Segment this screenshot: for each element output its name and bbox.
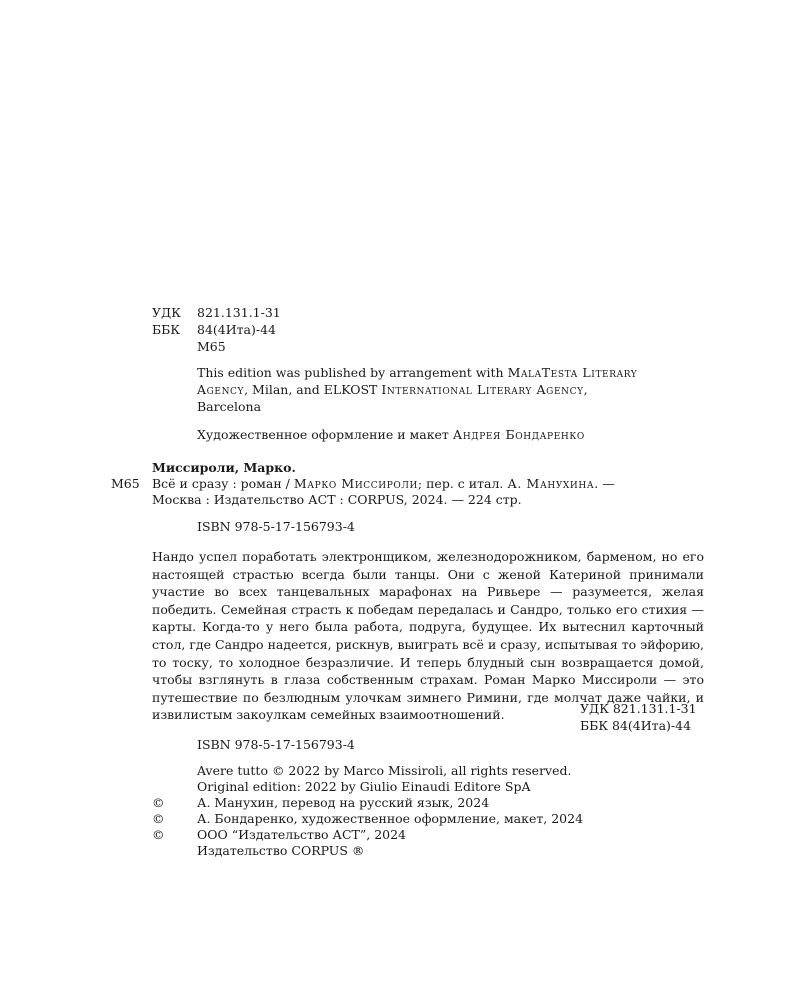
designer-name: Андрея Бондаренко [452,427,585,442]
arrangement-end: , [583,382,588,397]
udk-right: УДК 821.131.1-31 [580,701,697,716]
design-credit [197,427,585,443]
copyright-symbol: © [152,827,165,842]
bib-author: Миссироли, Марко. [152,460,296,475]
agency-name-2: International Literary Agency [381,382,584,397]
arrangement-prefix: This edition was published by arrangement with [197,365,508,380]
udk-value: 821.131.1-31 [197,305,281,320]
copyright-entry: А. Бондаренко, художественное оформление, макет, 2024 [197,811,584,826]
bib-mark: М65 [111,476,140,491]
bbk-value: 84(4Ита)-44 [197,322,277,337]
udk-label: УДК [152,305,181,320]
copyright-entry: ООО “Издательство АСТ”, 2024 [197,827,407,842]
bib-dash: . — [594,476,615,491]
agency-name-1-tail: Agency [197,382,245,397]
arrangement-mid: , Milan, and ELKOST [244,382,382,397]
bib-line-2: Москва : Издательство АСТ : CORPUS, 2024. — 224 стр. [152,492,522,507]
copyright-line-1: Avere tutto © 2022 by Marco Missiroli, all rights reserved. [197,763,572,778]
author-mark: М65 [197,339,226,354]
annotation: Нандо успел поработать электронщиком, железнодорожником, барменом, но его настоящей страстью всегда были танцы. Они с женой Катериной принимали участие во всех танцевальных марафонах на Ривьере — разумеется, желая победить. Семейная страсть к победам передалась и Сандро, только его стихия — карты. Когда-то у него была работа, подруга, будущее. Их вытеснил карточный стол, где Сандро надеется, рискнув, выиграть всё и сразу, испытывая то эйфорию, то тоску, то холодное безразличие. И теперь блудный сын возвращается домой, чтобы взглянуть в глаза собственным страхам. Роман Марко Миссироли — это путешествие по безлюдным улочкам зимнего Римини, где молчат даже чайки, и извилистым закоулкам семейных взаимоотношений. [152,549,704,723]
bbk-label: ББК [152,322,181,337]
publisher-imprint: Издательство CORPUS ® [197,843,365,858]
copyright-symbol: © [152,795,165,810]
bib-title: Всё и сразу : роман / [152,476,294,491]
bbk-right: ББК 84(4Ита)-44 [580,718,692,733]
design-credit-label: Художественное оформление и макет [197,427,453,442]
arrangement-line-1 [197,365,637,381]
bib-translation: ; пер. с итал. [417,476,508,491]
bib-author-name: Марко Миссироли [293,476,418,491]
bib-line-1 [152,476,615,492]
isbn-bottom: ISBN 978-5-17-156793-4 [197,737,355,752]
bib-translator: А. Манухина [507,476,595,491]
agency-name-1: MalaTesta Literary [507,365,638,380]
arrangement-line-3: Barcelona [197,399,262,414]
copyright-line-2: Original edition: 2022 by Giulio Einaudi Editore SpA [197,779,531,794]
copyright-entry: А. Манухин, перевод на русский язык, 2024 [197,795,490,810]
isbn-top: ISBN 978-5-17-156793-4 [197,519,355,534]
copyright-symbol: © [152,811,165,826]
arrangement-line-2 [197,382,588,398]
